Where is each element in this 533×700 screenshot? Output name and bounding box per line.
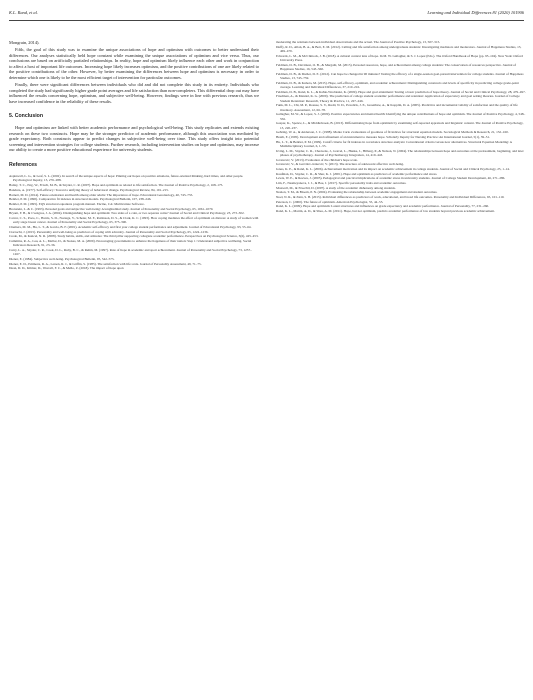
reference-list-right	[276, 40, 526, 213]
right-column	[276, 40, 526, 214]
reference-item: Friedman, A., & Mandel, K. G. (2009). The prediction of college student academic performance and retention: Application of expectancy and goal setting theories. Journal of College Student Retention: Research, Theory & Practice, 11, 227–246.	[276, 94, 520, 103]
reference-item: Gehring, W. A., & Anderson, J. C. (1988). Monte Carlo evaluations of goodness of fit indices for structural equation models. Sociological Methods & Research, 21, 132–160.	[276, 130, 509, 135]
running-header	[9, 10, 524, 20]
reference-item: Irving, L. M., Snyder, C. R., Cheavens, J., Gravel, L., Hanke, J., Hilberg, P., & Nelson, N. (2004). The relationships between hope and outcomes at the pretreatment, beginning, and later phases of psychotherapy. Journal of Psychotherapy Integration, 14, 419–443.	[276, 148, 524, 157]
reference-item: Aspinwall, L. G., & Leaf, S. L. (2002). In search of the unique aspects of hope: Pinning our hopes on positive emotions, future-oriented thinking, hard times, and other people. Psychological Inquiry, 13, 276–288.	[9, 174, 244, 183]
reference-item: Diener, E. D., Emmons, R. A., Larsen, R. J., & Griffin, S. (1985). The satisfaction with life scale. Journal of Personality Assessment, 49, 71–75.	[9, 261, 202, 266]
reference-item: Crede, M., & Kuncel, N. R. (2008). Study habits, skills, and attitudes: The third pillar supporting collegiate academic performance. Perspectives on Psychological Science, 3(6), 425–453.	[9, 234, 259, 239]
paragraph: Mongrain, 2014).	[9, 40, 40, 45]
reference-item: Jovanović, V., & Gavrilov-Jerković, V. (2013). The structure of adolescent affective well-being.	[276, 162, 404, 167]
reference-item: Feldman, D. B., Davidson, O. B., & Margalit, M. (2015). Personal resources, hope, and achievement among college students: The conservation of resources perspective. Journal of Happiness Studies, 16, 543–560.	[276, 62, 517, 71]
running-header-journal: Learning and Individual Differences 81 (2020) 101906	[427, 10, 524, 15]
reference-item: Lim, F., Nesmeyanova, J. J., & Bae, J. (2017). Specific personality traits and academic outcomes.	[276, 181, 407, 186]
paragraph: Hope and optimism are linked with better academic performance and psychological well-being. This study replicates and extends existing research on these two constructs. Hope may be the stronger predictor of academic performance, although this association was mediated by grade expectancy. Both constructs appear to predict changes in subjective well-being over time. This study offers insight into potential screening and intervention strategies for college students. Further research, including intervention studies on hope and optimism, may increase our ability to create a more positive educational experience for university students.	[9, 125, 259, 153]
reference-item: Duffy, R. D., Allan, B. A., & Bott, E. M. (2012). Calling and life satisfaction among undergraduate students: Investigating mediators and moderators. Journal of Happiness Studies, 13, 469–479.	[276, 44, 522, 53]
reference-item: Bryant, F. B., & Cvengros, J. A. (2004). Distinguishing hope and optimism: Two sides of a coin, or two separate coins? Journal of Social and Clinical Psychology, 23, 273–302.	[9, 211, 245, 216]
reference-item: Duan, D. D., Kilmer, D., Worrell, F. C., & Mello, Z. (2018). The impact of hope upon	[9, 266, 124, 271]
reference-item: Edwards, L. M., & McClintock, J. B. (2018). A cultural context lens of hope. In M. W. Gallagher, & S. J. Lopez (Eds.). The Oxford Handbook of Hope (pp. 95–104). New York: Oxford University Press.	[276, 53, 523, 62]
reference-item: Diener, E. (1984). Subjective well-being. Psychological Bulletin, 95, 542–575.	[9, 256, 115, 261]
reference-item: Gallagher, M. W., & Lopez, S. J. (2009). Positive expectancies and mental health: Identifying the unique contributions of hope and optimism. The Journal of Positive Psychology, 4, 548–556.	[276, 112, 526, 121]
reference-item: Bailey, T. C., Eng, W., Frisch, M. B., & Snyder, C. R. (2007). Hope and optimism as related to life satisfaction. The Journal of Positive Psychology, 2, 168–175.	[9, 183, 224, 188]
running-header-authors: K.L. Rand, et al.	[9, 10, 38, 15]
reference-item: Bentler, P. M. (1995). EQS structural equations program manual. Encino, CA: Multivariate Software.	[9, 201, 145, 206]
reference-item: Barnett, M. D. (2014). Future orientation and health among older adults: The importance of hope. Educational Gerontology, 40, 745–755.	[9, 192, 194, 197]
reference-item: Curry, L. A., Snyder, C. R., Cook, D. L., Ruby, B. C., & Rehm, M. (1997). Role of hope in academic and sport achievement. Journal of Personality and Social Psychology, 73, 1257–1267.	[9, 247, 252, 257]
reference-item: Noel, N. R., & Zinn, S. B. (2015). Individual differences as predictors of work, educational, and broad life outcomes. Personality and Individual Differences, 65, 101–110.	[276, 195, 505, 200]
reference-item: Bandura, A. (1977). Self-efficacy: Toward a unifying theory of behavioral change. Psychological Review, 84, 191–215.	[9, 187, 169, 192]
reference-list-left	[9, 174, 259, 270]
reference-item: Hu, L. T., & Bentler, P. M. (1999). Cutoff criteria for fit indexes in covariance structure analysis: Conventional criteria versus new alternatives. Structural Equation Modeling: A Multidisciplinary Journal, 6, 1–55.	[276, 139, 512, 148]
reference-item: Bronstein, L. & C. (1993). Personal goals and subjective well-being: A longitudinal study. Journal of Personality and Social Psychology, 65, 1061–1070.	[9, 206, 214, 211]
section-heading-references: References	[9, 161, 37, 168]
reference-item: Feldman, D. B., & Kubota, M. (2015). Hope, self-efficacy, optimism, and academic achievement: Distinguishing constructs and levels of specificity in predicting college grade-point average. Learning and Individual Differences, 37, 210–216.	[276, 80, 519, 89]
reference-item: Ciarrochi, J. (2015). Personality and well-being as predictors of coping with adversity. Journal of Personality and Social Psychology, 65, 1224–1236.	[9, 229, 209, 234]
reference-item: Feldman, D. B., Rand, K. L., & Kahle-Wrobleski, K. (2009). Hope and goal attainment: Testing a basic prediction of hope theory. Journal of Social and Clinical Psychology, 28, 479–497.	[276, 89, 526, 94]
reference-item: Jovanović, V. (2013). Evaluation of the children's hope scale.	[276, 157, 358, 162]
reference-item: Heath, E. (1995). Development and refinement of an instrument to measure hope. Scholarly Inquiry for Nursing Practice: An International Journal, 5(1), 39–51.	[276, 134, 490, 139]
reference-item: Bentler, P. M. (1990). Comparative fit indexes in structural models. Psychological Bulletin, 107, 238–246.	[9, 197, 152, 202]
reference-item: Rand, K. L. (2009). Hope and optimism: Latent structures and influences on grade expectancy and academic performance. Journal of Personality, 77, 231–260.	[276, 204, 490, 209]
reference-item: Maxwell, M., & Fruechtl, D. (2007). A study of the academic dishonesty among students.	[276, 185, 396, 190]
left-column	[9, 40, 259, 271]
reference-item: Kaufman, D., Snyder, C. R., & Sher, K. J. (2001). Hope and optimism as predictors of academic performance and stress.	[276, 171, 438, 176]
reference-item: Nealon, T. M., & Bloom, P. N. (2004). Evaluating the relationship between academic engagement and student outcomes.	[276, 190, 438, 195]
paragraph: Fifth, the goal of this study was to examine the unique associations of hope and optimism with outcomes to better understand their differences. Our analyses statistically held hope constant while examining the unique associations of optimism and vice versa. Thus, our conclusions are based on artificially partialed relationships. In reality, hope and optimism likely influence each other and work in conjunction to affect a host of important life outcomes. Increasing hope likely increases optimism, and the positive contributions of one are likely related to the positive contributions of the other. However, by better examining the differences between hope and optimism is necessary in order to determine which one is likely to be the most efficient target of intervention for particular outcomes.	[9, 47, 259, 80]
reference-item: Peterson, C. (2000). The future of optimism. American Psychologist, 55, 44–55.	[276, 199, 384, 204]
reference-item: Feldman, D. B., & Dreher, D. E. (2012). Can hope be changed in 90 minutes? Testing the efficacy of a single-session goal-pursuit intervention for college students. Journal of Happiness Studies, 13, 745–759.	[276, 71, 524, 80]
reference-item: Jones, K. E., & Rand, K. L. (2006). Achievement motivation and its impact on academic achievement in college students. Journal of Social and Clinical Psychology, 25, 1–14.	[276, 166, 510, 171]
section-heading-conclusion: 5. Conclusion	[9, 112, 44, 119]
reference-item: Carver, C. S., Pozo, C., Harris, S. D., Noriega, V., Scheier, M. F., Robinson, D. S., & Clark, K. C. (1993). How coping mediates the effect of optimism on distress: A study of women with early stage breast cancer. Journal of Personality and Social Psychology, 65, 375–390.	[9, 215, 259, 225]
reference-item: Cummins, R. A., Lau, A. L., Mellor, D., & Stokes, M. A. (2009). Encouraging governments to enhance the happiness of their nation: Step 1: Understand subjective wellbeing. Social Indicators Research, 91, 23–36.	[9, 239, 252, 248]
header-divider	[9, 20, 524, 21]
reference-item: Chemers, M. M., Hu, L. T., & Garcia, B. F. (2001). Academic self-efficacy and first year college student performance and adjustment. Journal of Educational Psychology, 93, 55–64.	[9, 224, 252, 229]
reference-item: moderating the relations between individual observations and the actual. The Journal of Positive Psychology, 13, 507–515.	[276, 40, 441, 44]
reference-item: Lewis, W. E., & Reeves, J. (2005). Pedagogical and practical implications of academic stress in university students. Journal of College Student Development, 46, 271–286.	[276, 176, 506, 181]
reference-item: Funk, M. L., Chi, M. P., Rousse, S. V., Rudd, N. D., Powdick, J. E., Greenhaw, A., & Kopplin, D. A. (2005). Predictive and incremental validity of satisfaction and the quality of life inventory. Assessment, 12, 66–78.	[276, 103, 518, 112]
reference-item: Rand, K. L., Martin, A. D., & Shea, A. M. (2011). Hope, but not optimism, predicts academic performance of law students beyond previous academic achievement.	[276, 209, 495, 214]
reference-item: Gaspar, K., Spence, L., & Middlebrook, B. (2013). Differentiating hope from optimism by examining self-reported appraisals and linguistic content. The Journal of Positive Psychology, 13, 220–237.	[276, 121, 524, 130]
paragraph: Finally, there were significant differences between individuals who did and did not complete this study in its entirety. Individuals who completed the study had significantly higher grade point averages and life satisfaction than non-completers. This differential drop out may have influenced the results concerning hope, optimism, and subjective well-being. However, findings were in line with previous research, thus we have increased confidence in the reliability of these results.	[9, 82, 259, 104]
